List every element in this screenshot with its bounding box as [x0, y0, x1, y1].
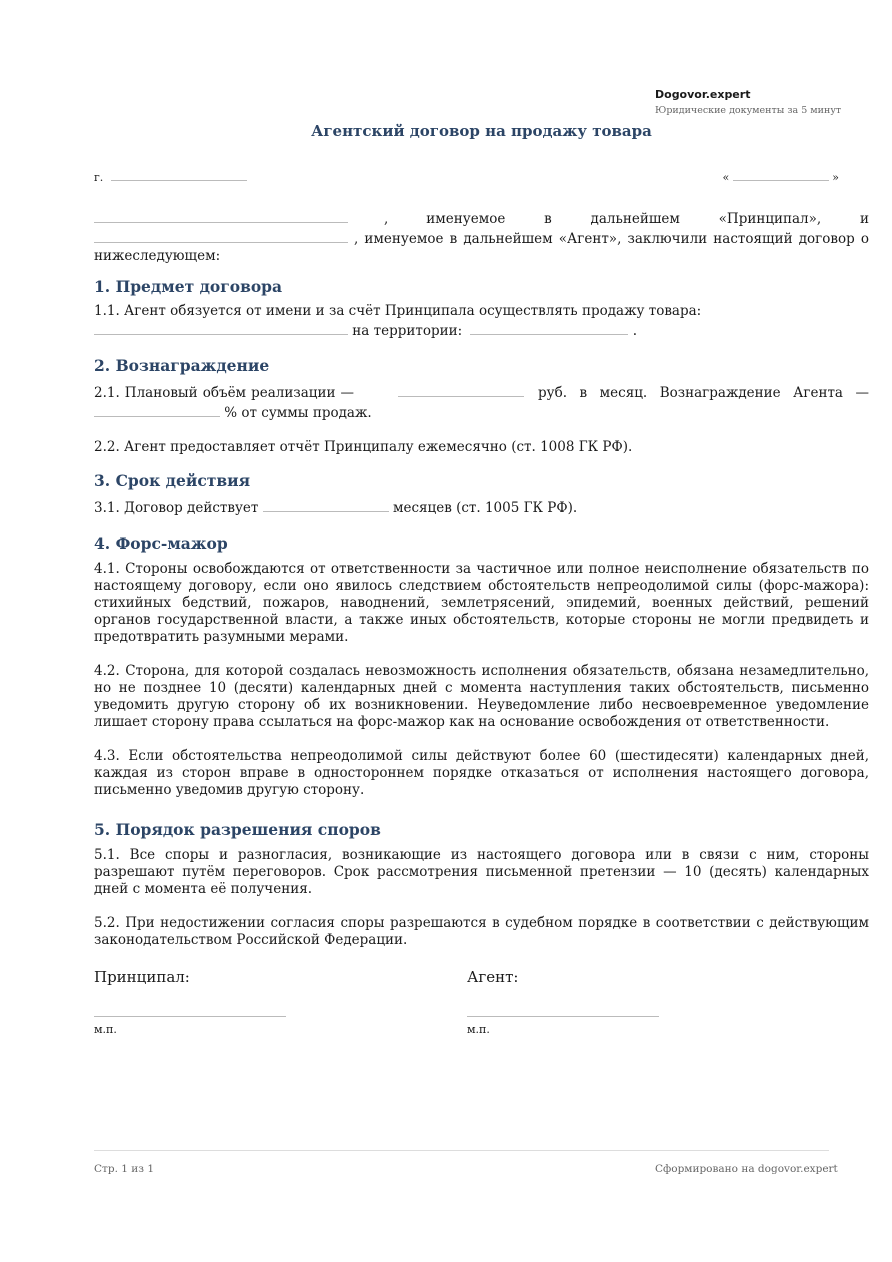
clause-1-1-line2 [94, 320, 869, 340]
clause-3-1-part2: месяцев (ст. 1005 ГК РФ). [392, 500, 578, 516]
goods-field[interactable] [94, 320, 348, 335]
section-3-heading: 3. Срок действия [94, 471, 251, 490]
reward-percent-field[interactable] [94, 402, 220, 417]
footer-divider [94, 1150, 829, 1151]
city-prefix: г. [94, 171, 104, 184]
city-date-row [94, 166, 839, 184]
intro-line2: , именуемое в дальнейшем «Агент», заключили настоящий договор о [354, 231, 869, 247]
agent-label: Агент: [467, 968, 519, 986]
agent-stamp-label: м.п. [467, 1023, 490, 1036]
date-close-quote: » [832, 171, 839, 184]
clause-5-2: 5.2. При недостижении согласия споры разрешаются в судебном порядке в соответствии с действующим законодательством Российской Федерации. [94, 915, 869, 948]
clause-3-1-part1: 3.1. Договор действует [94, 500, 259, 516]
brand-tagline: Юридические документы за 5 минут [655, 105, 842, 116]
city-field[interactable] [111, 166, 247, 181]
footer-page-number: Стр. 1 из 1 [94, 1163, 155, 1175]
document-title: Агентский договор на продажу товара [311, 122, 652, 140]
section-5-heading: 5. Порядок разрешения споров [94, 820, 381, 839]
principal-signature-line[interactable] [94, 986, 286, 1017]
agent-signature [467, 968, 659, 1036]
principal-name-field[interactable] [94, 208, 348, 223]
brand-name: Dogovor.expert [655, 88, 751, 101]
clause-4-2: 4.2. Сторона, для которой создалась невозможность исполнения обязательств, обязана незамедлительно, но не позднее 10 (десяти) календарных дней с момента наступления таких обстоятельств, письменно уведомить другую сторону об их возникновении. Неуведомление либо несвоевременное уведомление лишает сторону права ссылаться на форс-мажор как на основание освобождения от ответственности. [94, 663, 869, 730]
section-2 [94, 356, 869, 456]
clause-1-1-line1: 1.1. Агент обязуется от имени и за счёт Принципала осуществлять продажу товара: [94, 303, 702, 319]
intro-paragraph [94, 208, 869, 265]
clause-2-1-part3: % от суммы продаж. [224, 405, 372, 421]
footer-generated: Сформировано на dogovor.expert [655, 1163, 838, 1175]
clause-2-1-part1: 2.1. Плановый объём реализации — [94, 385, 354, 401]
volume-field[interactable] [398, 382, 524, 397]
intro-line1: именуемое в дальнейшем «Принципал», и [426, 211, 869, 227]
agent-name-field[interactable] [94, 228, 348, 243]
clause-1-1-end: . [632, 323, 638, 339]
section-4-heading: 4. Форс-мажор [94, 534, 228, 553]
agent-signature-line[interactable] [467, 986, 659, 1017]
section-1-heading: 1. Предмет договора [94, 277, 283, 296]
section-2-heading: 2. Вознаграждение [94, 356, 270, 375]
intro-comma: , [384, 211, 389, 227]
date-block [723, 166, 839, 184]
brand-block [655, 88, 855, 116]
section-1 [94, 277, 869, 340]
principal-stamp-label: м.п. [94, 1023, 117, 1036]
principal-signature [94, 968, 286, 1036]
clause-4-1: 4.1. Стороны освобождаются от ответственности за частичное или полное неисполнение обязательств по настоящему договору, если оно явилось следствием обстоятельств непреодолимой силы (форс-мажора): стихийных бедствий, пожаров, наводнений, землетрясений, эпидемий, военных действий, решений органов государственной власти, а также иных обстоятельств, которые стороны не могли предвидеть и предотвратить разумными мерами. [94, 561, 869, 645]
territory-field[interactable] [470, 320, 628, 335]
term-months-field[interactable] [263, 497, 389, 512]
clause-2-2: 2.2. Агент предоставляет отчёт Принципалу ежемесячно (ст. 1008 ГК РФ). [94, 439, 633, 455]
clause-2-1-part2: руб. в месяц. Вознаграждение Агента — [538, 385, 869, 401]
clause-4-3: 4.3. Если обстоятельства непреодолимой силы действуют более 60 (шестидесяти) календарных дней, каждая из сторон вправе в одностороннем порядке отказаться от исполнения настоящего договора, письменно уведомив другую сторону. [94, 748, 869, 798]
principal-label: Принципал: [94, 968, 190, 986]
intro-line3: нижеследующем: [94, 248, 221, 264]
section-5 [94, 820, 869, 949]
clause-5-1: 5.1. Все споры и разногласия, возникающие из настоящего договора или в связи с ним, стороны разрешают путём переговоров. Срок рассмотрения письменной претензии — 10 (десять) календарных дней с момента её получения. [94, 847, 869, 897]
date-open-quote: « [722, 171, 730, 184]
section-3 [94, 471, 869, 517]
section-4 [94, 534, 869, 799]
date-field[interactable] [733, 166, 829, 181]
territory-label: на территории: [352, 323, 463, 339]
